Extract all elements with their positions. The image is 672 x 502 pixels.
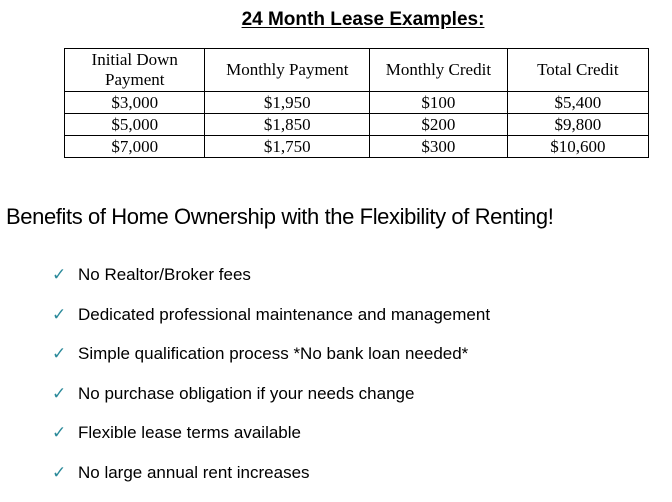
table-row: [65, 136, 649, 158]
checkmark-icon: ✓: [52, 423, 67, 443]
list-item: [52, 383, 490, 423]
list-item: [52, 304, 490, 344]
list-item: [52, 264, 490, 304]
cell-down-payment: $7,000: [65, 136, 205, 158]
cell-total-credit: $10,600: [507, 136, 648, 158]
cell-monthly-credit: $300: [370, 136, 508, 158]
checkmark-icon: ✓: [52, 265, 67, 284]
cell-monthly-credit: $200: [370, 114, 508, 136]
benefit-text: Flexible lease terms available: [78, 423, 301, 443]
list-item: [52, 462, 490, 502]
header-total-credit: Total Credit: [507, 49, 648, 92]
benefit-text: No Realtor/Broker fees: [78, 265, 251, 284]
header-monthly-payment: Monthly Payment: [205, 49, 370, 92]
benefit-text: Dedicated professional maintenance and management: [78, 304, 491, 324]
cell-monthly-payment: $1,950: [205, 92, 370, 114]
checkmark-icon: ✓: [52, 304, 67, 324]
cell-total-credit: $9,800: [507, 114, 648, 136]
table-row: [65, 92, 649, 114]
checkmark-icon: ✓: [52, 344, 67, 364]
table-header-row: [65, 49, 649, 92]
list-item: [52, 343, 490, 383]
benefit-text: Simple qualification process *No bank loan needed*: [78, 344, 469, 364]
table-row: [65, 114, 649, 136]
benefits-heading: Benefits of Home Ownership with the Flexibility of Renting!: [6, 204, 554, 229]
cell-monthly-payment: $1,850: [205, 114, 370, 136]
benefits-list: [52, 264, 490, 502]
header-initial-down-payment: Initial Down Payment: [65, 49, 205, 92]
cell-total-credit: $5,400: [507, 92, 648, 114]
checkmark-icon: ✓: [52, 462, 67, 482]
cell-down-payment: $5,000: [65, 114, 205, 136]
list-item: [52, 422, 490, 462]
lease-examples-table: [64, 48, 649, 158]
header-monthly-credit: Monthly Credit: [370, 49, 508, 92]
cell-monthly-payment: $1,750: [205, 136, 370, 158]
benefit-text: No large annual rent increases: [78, 462, 310, 482]
cell-monthly-credit: $100: [370, 92, 508, 114]
benefit-text: No purchase obligation if your needs change: [78, 383, 415, 403]
cell-down-payment: $3,000: [65, 92, 205, 114]
checkmark-icon: ✓: [52, 383, 67, 403]
page-title: 24 Month Lease Examples:: [241, 9, 485, 30]
